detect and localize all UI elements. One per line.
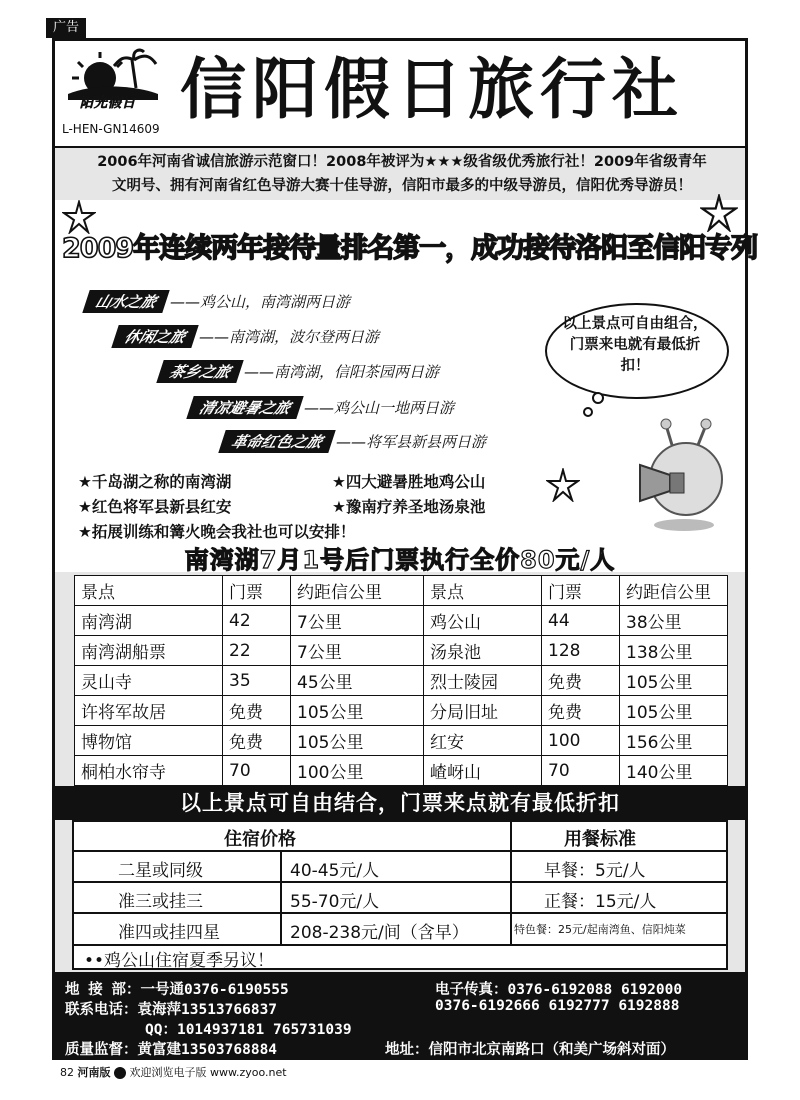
table-cell: 45公里	[291, 666, 424, 696]
table-cell: 南湾湖船票	[75, 636, 223, 666]
meals-title: 用餐标准	[564, 829, 636, 850]
table-header-cell: 门票	[542, 576, 620, 606]
honors-line-1: 2006年河南省诚信旅游示范窗口！2008年被评为★★★级省级优秀旅行社！2009年省级青年	[97, 154, 707, 170]
lodging-note: ••鸡公山住宿夏季另议！	[84, 951, 275, 971]
table-cell: 免费	[542, 696, 620, 726]
table-cell: 105公里	[291, 726, 424, 756]
table-cell: 105公里	[620, 696, 728, 726]
table-cell: 7公里	[291, 636, 424, 666]
table-header-cell: 景点	[75, 576, 223, 606]
table-cell: 免费	[223, 726, 291, 756]
lodging-price: 40-45元/人	[290, 861, 380, 881]
tour-tag: 清凉避暑之旅	[186, 396, 303, 419]
lodging-title: 住宿价格	[224, 829, 296, 850]
column-divider	[510, 822, 512, 944]
lodging-price: 208-238元/间（含早）	[290, 923, 469, 943]
lodging-meals-box	[72, 820, 728, 970]
table-row	[75, 696, 728, 726]
table-cell: 105公里	[620, 666, 728, 696]
contact-phone: 联系电话：袁海萍13513766837	[65, 1002, 278, 1018]
table-cell: 南湾湖	[75, 606, 223, 636]
table-cell: 鸡公山	[424, 606, 542, 636]
table-header-cell: 约距信公里	[291, 576, 424, 606]
tour-text: ——南湾湖，波尔登两日游	[199, 328, 380, 346]
main-meal-price: 正餐：15元/人	[544, 892, 657, 912]
combo-discount-bar: 以上景点可自由结合，门票来点就有最低折扣	[55, 786, 745, 820]
table-cell: 128	[542, 636, 620, 666]
table-cell: 42	[223, 606, 291, 636]
sights-table	[74, 575, 728, 786]
bubble-text: 以上景点可自由组合，门票来电就有最低折扣！	[562, 316, 708, 374]
table-cell: 105公里	[291, 696, 424, 726]
feature-item: ★千岛湖之称的南湾湖	[78, 473, 232, 491]
megaphone-mascot-icon	[628, 415, 728, 535]
table-header-cell: 景点	[424, 576, 542, 606]
tour-item	[86, 290, 350, 313]
page-footer	[60, 1064, 287, 1080]
table-cell: 7公里	[291, 606, 424, 636]
table-cell: 140公里	[620, 756, 728, 786]
table-cell: 嵖岈山	[424, 756, 542, 786]
tour-item	[160, 360, 439, 383]
table-cell: 70	[223, 756, 291, 786]
table-cell: 分局旧址	[424, 696, 542, 726]
lodging-level: 二星或同级	[118, 861, 203, 881]
logo-text: 阳光假日	[80, 96, 137, 111]
table-cell: 138公里	[620, 636, 728, 666]
contact-qq: QQ：1014937181 765731039	[145, 1022, 352, 1038]
table-cell: 许将军故居	[75, 696, 223, 726]
agency-name: 信阳假日旅行社	[180, 51, 684, 128]
tour-tag: 茶乡之旅	[156, 360, 243, 383]
tour-text: ——鸡公山一地两日游	[304, 399, 455, 417]
tour-text: ——鸡公山，南湾湖两日游	[170, 293, 351, 311]
contact-bar	[55, 972, 745, 1058]
row-divider	[74, 912, 726, 914]
table-cell: 100	[542, 726, 620, 756]
site-badge-icon	[114, 1067, 126, 1079]
tour-tag: 革命红色之旅	[218, 430, 335, 453]
address: 地址：信阳市北京南路口（和美广场斜对面）	[385, 1042, 675, 1058]
table-cell: 35	[223, 666, 291, 696]
table-cell: 70	[542, 756, 620, 786]
table-header-row	[75, 576, 728, 606]
table-row	[75, 636, 728, 666]
row-divider	[510, 881, 726, 883]
special-meal-price: 特色餐：25元/起南湾鱼、信阳炖菜	[514, 923, 686, 936]
star-icon	[546, 468, 580, 502]
page-number: 82	[60, 1066, 74, 1079]
honors-text	[64, 150, 740, 198]
table-row	[75, 756, 728, 786]
table-cell: 免费	[542, 666, 620, 696]
feature-item: ★豫南疗养圣地汤泉池	[332, 498, 486, 516]
headline: 2009年连续两年接待量排名第一，成功接待洛阳至信阳专列	[62, 233, 758, 264]
lodging-level: 准四或挂四星	[118, 923, 220, 943]
table-cell: 44	[542, 606, 620, 636]
tour-item	[115, 325, 379, 348]
feature-item: ★四大避暑胜地鸡公山	[332, 473, 486, 491]
welcome-text: 欢迎浏览电子版 www.zyoo.net	[129, 1066, 287, 1079]
tour-item	[222, 430, 486, 453]
quality-supervisor: 质量监督：黄富建13503768884	[65, 1042, 278, 1058]
table-cell: 红安	[424, 726, 542, 756]
license-number: L-HEN-GN14609	[62, 122, 160, 136]
tour-item	[190, 396, 454, 419]
table-cell: 免费	[223, 696, 291, 726]
table-header-cell: 门票	[223, 576, 291, 606]
table-cell: 桐柏水帘寺	[75, 756, 223, 786]
table-cell: 烈士陵园	[424, 666, 542, 696]
fax-number-2: 0376-6192666 6192777 6192888	[435, 998, 680, 1014]
feature-item: ★拓展训练和篝火晚会我社也可以安排！	[78, 523, 356, 541]
table-row	[75, 666, 728, 696]
ad-tag: 广告	[46, 18, 86, 38]
fax-number: 电子传真：0376-6192088 6192000	[435, 982, 683, 998]
table-cell: 22	[223, 636, 291, 666]
tour-tag: 山水之旅	[82, 290, 169, 313]
lodging-level: 准三或挂三	[118, 892, 203, 912]
tour-tag: 休闲之旅	[111, 325, 198, 348]
table-header-cell: 约距信公里	[620, 576, 728, 606]
table-cell: 汤泉池	[424, 636, 542, 666]
table-row	[75, 726, 728, 756]
table-cell: 156公里	[620, 726, 728, 756]
row-divider	[74, 881, 510, 883]
table-cell: 100公里	[291, 756, 424, 786]
table-cell: 灵山寺	[75, 666, 223, 696]
table-cell: 博物馆	[75, 726, 223, 756]
dijie-phone: 地 接 部：一号通0376-6190555	[65, 982, 289, 998]
table-row	[75, 606, 728, 636]
tour-text: ——南湾湖，信阳茶园两日游	[244, 363, 440, 381]
edition-label: 河南版	[77, 1066, 111, 1079]
lodging-price: 55-70元/人	[290, 892, 380, 912]
table-cell: 38公里	[620, 606, 728, 636]
tour-text: ——将军县新县两日游	[336, 433, 487, 451]
feature-item: ★红色将军县新县红安	[78, 498, 232, 516]
column-divider	[280, 850, 282, 944]
bubble-tail-icon	[580, 392, 610, 422]
honors-line-2: 文明号、拥有河南省红色导游大赛十佳导游，信阳市最多的中级导游员，信阳优秀导游员！	[112, 178, 692, 194]
breakfast-price: 早餐：5元/人	[544, 861, 646, 881]
ticket-notice: 南湾湖7月1号后门票执行全价80元/人	[184, 546, 616, 574]
